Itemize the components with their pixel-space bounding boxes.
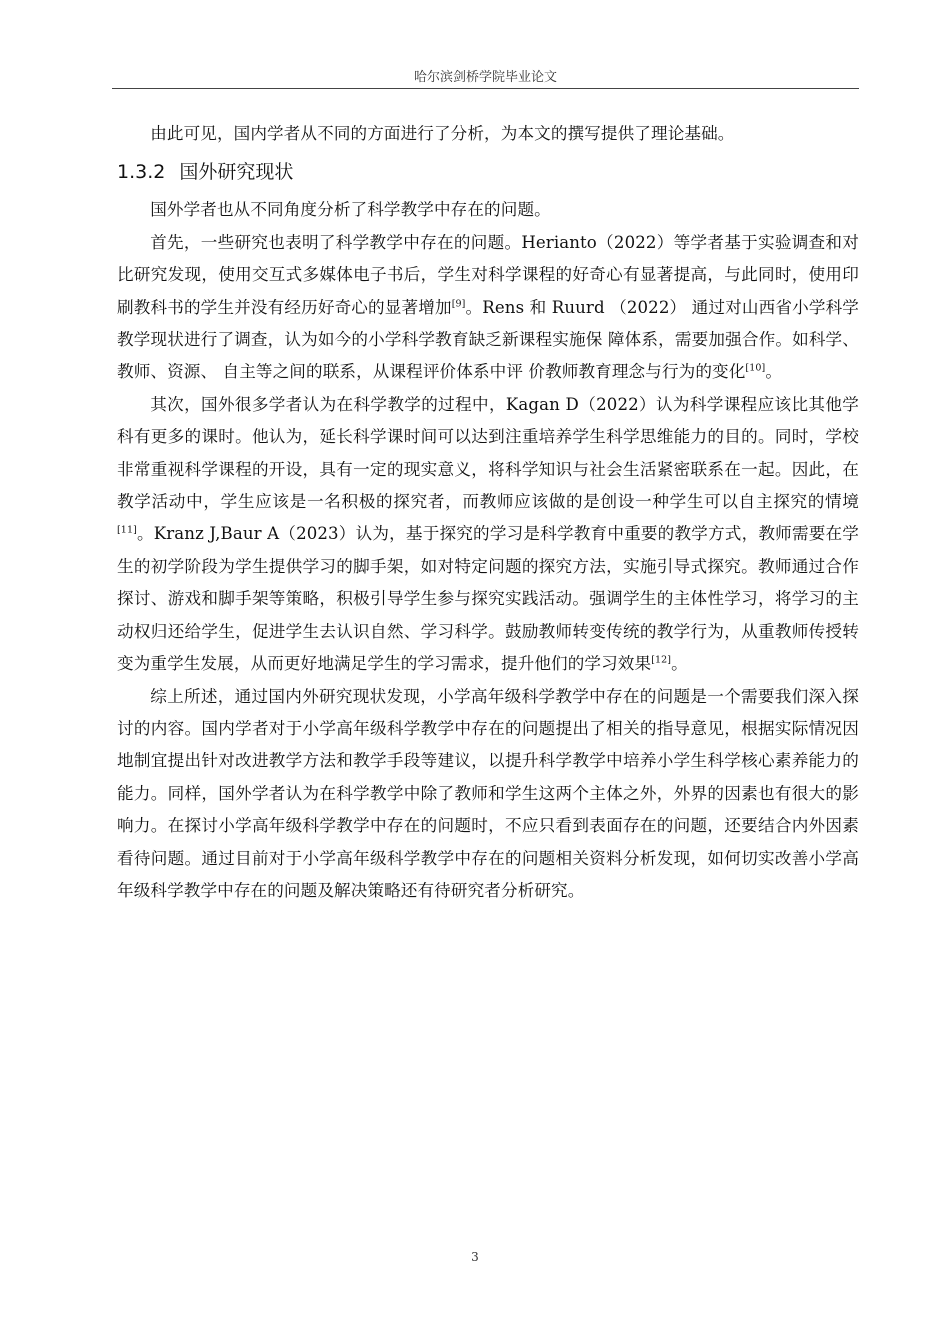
paragraph-second-text-b: 。Kranz J,Baur A（2023）认为，基于探究的学习是科学教育中重要的教学方式，教师需要在学生的初学阶段为学生提供学习的脚手架，如对特定问题的探究方法，实施引导式探究。教师通过合作探讨、游戏和脚手架等策略，积极引导学生参与探究实践活动。强调学生的主体性学习，将学习的主动权归还给学生，促进学生去认识自然、学习科学。鼓励教师转变传统的教学行为，从重教师传授转变为重学生发展，从而更好地满足学生的学习需求，提升他们的学习效果 xyxy=(117,524,859,674)
citation-11: [11] xyxy=(117,524,137,536)
paragraph-second xyxy=(117,389,859,681)
header-divider xyxy=(112,88,859,89)
citation-9: [9] xyxy=(451,298,466,310)
section-title: 国外研究现状 xyxy=(179,161,294,184)
paragraph-second-text-a: 其次，国外很多学者认为在科学教学的过程中，Kagan D（2022）认为科学课程应该比其他学科有更多的课时。他认为，延长科学课时间可以达到注重培养学生科学思维能力的目的。同时，学校非常重视科学课程的开设，具有一定的现实意义，将科学知识与社会生活紧密联系在一起。因此，在教学活动中，学生应该是一名积极的探究者，而教师应该做的是创设一种学生可以自主探究的情境 xyxy=(117,394,859,512)
page-content xyxy=(117,118,859,907)
paragraph-first-text-b: 。Rens 和 Ruurd （2022） 通过对山西省小学科学教学现状进行了调查，认为如今的小学科学教育缺乏新课程实施保 障体系，需要加强合作。如科学、教师、资源、 自主等之间的联系，从课程评价体系中评 价教师教育理念与行为的变化 xyxy=(117,297,859,382)
paragraph-first-text-c: 。 xyxy=(765,362,783,382)
paragraph-summary: 综上所述，通过国内外研究现状发现，小学高年级科学教学中存在的问题是一个需要我们深入探讨的内容。国内学者对于小学高年级科学教学中存在的问题提出了相关的指导意见，根据实际情况因地制宜提出针对改进教学方法和教学手段等建议，以提升科学教学中培养小学生科学核心素养能力的能力。同样，国外学者认为在科学教学中除了教师和学生这两个主体之外，外界的因素也有很大的影响力。在探讨小学高年级科学教学中存在的问题时，不应只看到表面存在的问题，还要结合内外因素看待问题。通过目前对于小学高年级科学教学中存在的问题相关资料分析发现，如何切实改善小学高年级科学教学中存在的问题及解决策略还有待研究者分析研究。 xyxy=(117,686,859,900)
citation-12: [12] xyxy=(651,654,672,666)
section-number: 1.3.2 xyxy=(117,161,166,184)
paragraph-first xyxy=(117,227,859,389)
paragraph-second-text-c: 。 xyxy=(671,654,688,674)
section-heading xyxy=(117,150,859,194)
paragraph-first-text-a: 首先，一些研究也表明了科学教学中存在的问题。Herianto（2022）等学者基于实验调查和对比研究发现，使用交互式多媒体电子书后，学生对科学课程的好奇心有显著提高，与此同时，使用印刷教科书的学生并没有经历好奇心的显著增加 xyxy=(117,232,859,317)
paragraph-intro: 国外学者也从不同角度分析了科学教学中存在的问题。 xyxy=(150,200,551,220)
page-number: 3 xyxy=(471,1250,479,1264)
citation-10: [10] xyxy=(745,362,766,374)
page-header: 哈尔滨剑桥学院毕业论文 xyxy=(413,70,557,85)
paragraph-domestic-conclusion: 由此可见，国内学者从不同的方面进行了分析，为本文的撰写提供了理论基础。 xyxy=(150,124,735,143)
